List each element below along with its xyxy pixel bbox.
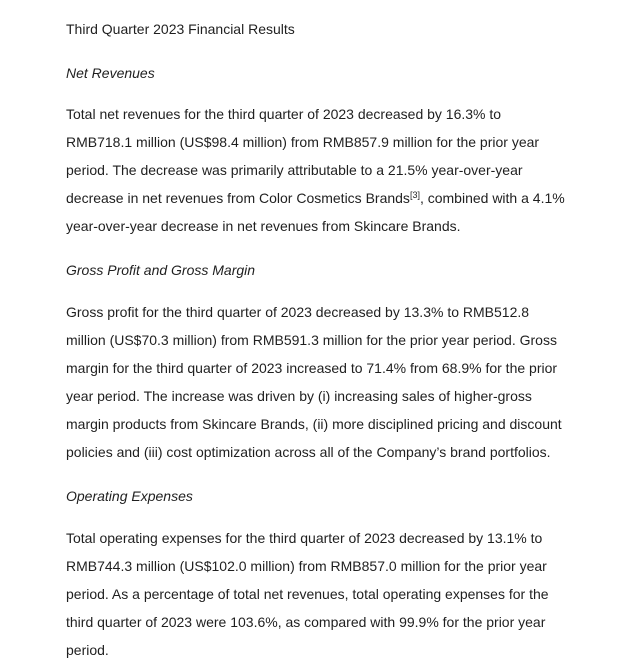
document-title: Third Quarter 2023 Financial Results xyxy=(66,21,295,37)
footnote-reference[interactable]: [3] xyxy=(409,190,420,200)
paragraph-text: , combined with a 4.1% year-over-year decrease in net revenues from Skincare Brands. xyxy=(66,190,565,234)
paragraph-net-revenues xyxy=(66,100,566,240)
section-heading-net-revenues: Net Revenues xyxy=(66,65,155,81)
paragraph-operating-expenses: Total operating expenses for the third quarter of 2023 decreased by 13.1% to RMB744.3 million (US$102.0 million) from RMB857.0 million for the prior year period. As a percentage of total net revenues, total operating expenses for the third quarter of 2023 were 103.6%, as compared with 99.9% for the prior year period. xyxy=(66,530,549,658)
paragraph-gross-profit: Gross profit for the third quarter of 2023 decreased by 13.3% to RMB512.8 million (US$70.3 million) from RMB591.3 million for the prior year period. Gross margin for the third quarter of 2023 increased to 71.4% from 68.9% for the prior year period. The increase was driven by (i) increasing sales of higher-gross margin products from Skincare Brands, (ii) more disciplined pricing and discount policies and (iii) cost optimization across all of the Company’s brand portfolios. xyxy=(66,304,562,460)
section-heading-gross-profit: Gross Profit and Gross Margin xyxy=(66,262,256,278)
section-heading-operating-expenses: Operating Expenses xyxy=(66,488,193,504)
paragraph-text: Total net revenues for the third quarter of 2023 decreased by 16.3% to RMB718.1 million (US$98.4 million) from RMB857.9 million for the prior year period. The decrease was primarily attributable to a 21.5% year-over-year decrease in net revenues from Color Cosmetics Brands xyxy=(66,106,540,206)
